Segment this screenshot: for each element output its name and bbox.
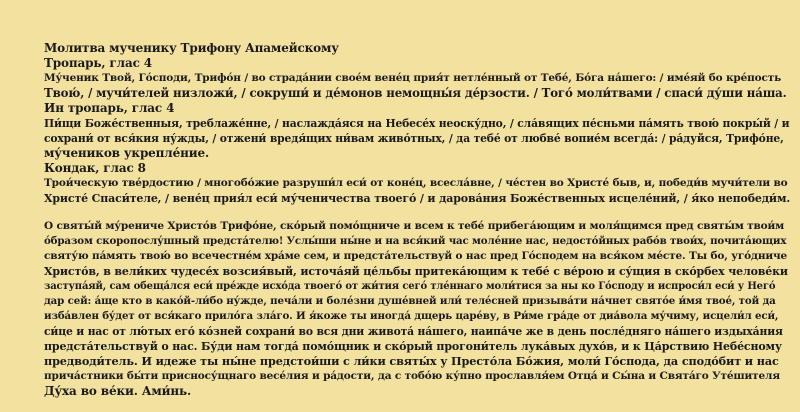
prayer-body-line: прича́стники бы́ти присносу́щнаго весе́лия и ра́дости, да с тобо́ю ку́пно прославля́ем Отца́ и Сы́на и Свята́го Уте́шителя (44, 370, 780, 382)
alt-troparion-heading: Ин тропарь, глас 4 (44, 101, 175, 115)
alt-troparion-line: Пи́щи Боже́ственныя, треблаже́нне, / наслажда́яся на Небесе́х неоску́дно, / сла́вящих пе́сньми па́мять твою́ покры́й / и (44, 117, 790, 130)
troparion-line: Твою́, / мучи́телей низложи́, / сокруши́ и де́монов немощны́я де́рзости. / Того́ моли́твами / спаси́ ду́ши на́ша. (44, 86, 787, 100)
kontakion-heading: Кондак, глас 8 (44, 161, 146, 175)
troparion-section (44, 41, 792, 206)
troparion-line: Му́ченик Твой, Го́споди, Трифо́н / во страда́нии свое́м вене́ц прия́т нетле́нный от Тебе́, Бо́га на́шего: / име́яй бо кре́пость (44, 72, 782, 84)
prayer-body-line: дар сей: а́ще кто в како́й-ли́бо ну́жде, печа́ли и боле́зни душе́вней или́ теле́сней призыва́ти на́чнет свято́е и́мя твое́, той да (44, 295, 776, 307)
kontakion-line: Христе́ Спаси́теле, / вене́ц прия́л еси́ му́ченичества твоего́ / и дарова́ния Боже́ственных исцеле́ний, / я́ко непобеди́м. (44, 192, 791, 205)
alt-troparion-line: му́чеников укрепле́ние. (44, 146, 209, 160)
prayer-body-line: О святы́й му́рениче Христо́в Трифо́не, ско́рый помо́щниче и всем к тебе́ прибега́ющим и моля́щимся пред святы́м твои́м (44, 220, 785, 232)
prayer-body-line: си́це и нас от лю́тых его́ ко́зней сохрани́ во вся дни живота́ на́шего, наипа́че же в день после́дняго на́шего издыха́ния (44, 325, 783, 338)
prayer-body-line: о́бразом скоропослу́шный предста́телю! Услы́ши ны́не и на вся́кий час моле́ние нас, недосто́йных рабо́в твои́х, почита́ющих (44, 235, 787, 247)
prayer-body-line: Христо́в, в вели́ких чудесе́х возсия́вый, источа́яй це́льбы притека́ющим к тебе́ с ве́рою и су́щия в ско́рбех челове́ки (44, 265, 788, 278)
document-title: Молитва мученику Трифону Апамейскому (44, 41, 339, 55)
troparion-heading: Тропарь, глас 4 (44, 56, 152, 70)
prayer-body-line: предста́тельствуй о нас. Бу́ди нам тогда́ помо́щник и ско́рый прогони́тель лука́вых духо́в, и к Ца́рствию Небе́сному (44, 340, 782, 353)
section-gap (44, 206, 792, 219)
prayer-body-line: заступа́яй, сам обеща́лся еси́ пре́жде исхо́да твоего́ от жи́тия сего́ тле́ннаго моли́тися за ны ко Го́споду и испроси́л еси́ у Него́ (44, 281, 776, 292)
prayer-body-section (44, 219, 792, 399)
prayer-body-line: Ду́ха во ве́ки. Ами́нь. (44, 384, 192, 398)
prayer-body-line: святу́ю па́мять твою́ во всечестне́м хра́ме сем, и предста́тельствуй о нас пред Го́сподем на вся́ком ме́сте. Ты бо, уго́дниче (44, 250, 788, 262)
prayer-document (44, 41, 792, 399)
prayer-body-line: изба́влен бу́дет от вся́каго прило́га зла́го. И я́коже ты иногда́ дщерь царе́ву, в Ри́ме гра́де от диа́вола му́чиму, исцели́л еси́, (44, 310, 779, 322)
kontakion-line: Трои́ческую тве́рдостию / многобо́жие разруши́л еси́ от коне́ц, всесла́вне, / че́стен во Христе́ быв, и, победи́в мучи́тели во (44, 177, 788, 189)
prayer-body-line: предводи́тель. И идеже ты ны́не предстои́ши с ли́ки святы́х у Престо́ла Бо́жия, моли́ Го́спода, да сподо́бит и нас (44, 354, 779, 368)
alt-troparion-line: сохрани́ от вся́кия ну́жды, / отжени́ вредя́щих ни́вам живо́тных, / да тебе́ от любве́ вопие́м всегда́: / ра́дуйся, Трифо́не, (44, 132, 784, 145)
